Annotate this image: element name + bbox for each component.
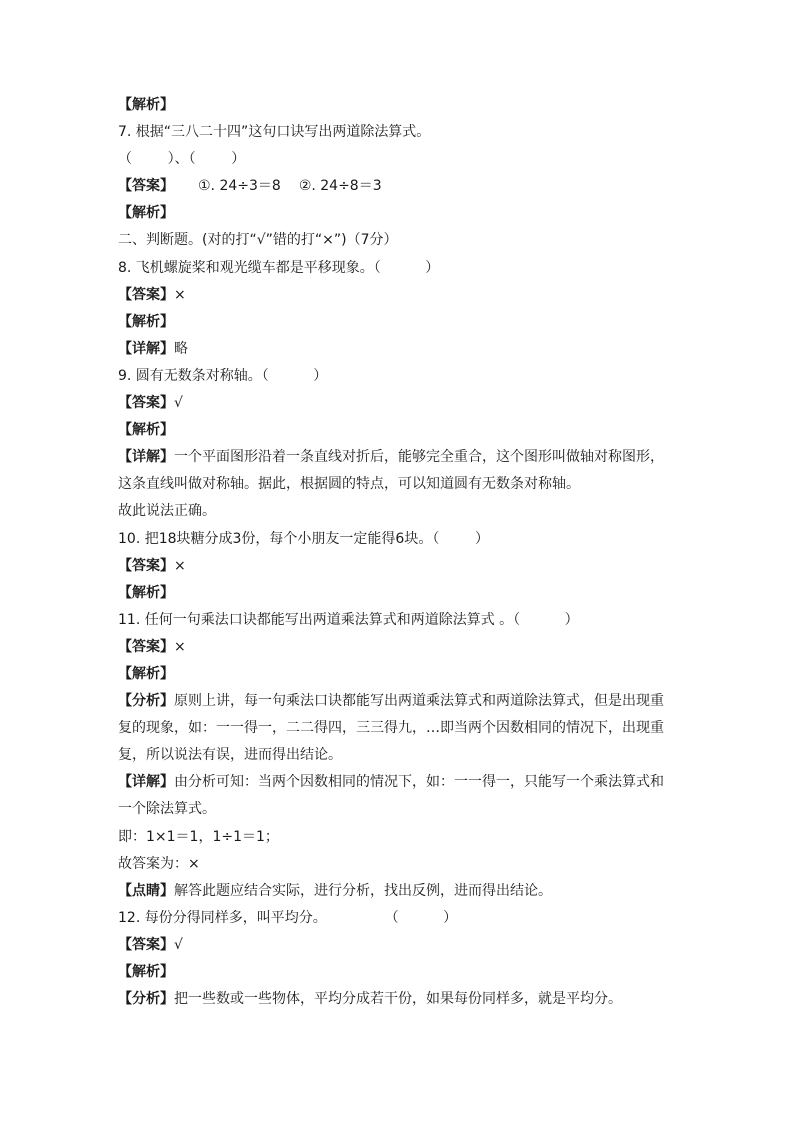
section-tag: 【解析】 bbox=[118, 964, 174, 980]
section-tag: 【详解】 bbox=[118, 340, 174, 357]
text-line bbox=[118, 715, 678, 742]
line-text: 一个除法算式。 bbox=[118, 801, 216, 818]
text-line bbox=[118, 607, 678, 634]
line-text: 11. 任何一句乘法口诀都能写出两道乘法算式和两道除法算式 。（ ） bbox=[118, 611, 579, 628]
line-text: × bbox=[174, 286, 186, 303]
answer-item: ①. 24÷3＝8 bbox=[198, 178, 281, 195]
line-text: 故答案为：× bbox=[118, 855, 200, 872]
section-tag: 【点睛】 bbox=[118, 882, 174, 899]
text-line bbox=[118, 255, 678, 282]
line-text: 把一些数或一些物体，平均分成若干份，如果每份同样多，就是平均分。 bbox=[174, 991, 622, 1008]
text-line bbox=[118, 661, 678, 688]
text-line bbox=[118, 986, 678, 1013]
text-line bbox=[118, 282, 678, 309]
section-tag: 【答案】 bbox=[118, 395, 174, 412]
line-text: 故此说法正确。 bbox=[118, 503, 216, 520]
text-line bbox=[118, 769, 678, 796]
text-line bbox=[118, 553, 678, 580]
text-line bbox=[118, 688, 678, 715]
text-line bbox=[118, 227, 678, 254]
line-text: 7. 根据“三八二十四”这句口诀写出两道除法算式。 bbox=[118, 124, 431, 141]
text-line bbox=[118, 634, 678, 661]
text-line bbox=[118, 200, 678, 227]
section-tag: 【答案】 bbox=[118, 178, 174, 195]
text-line bbox=[118, 932, 678, 959]
line-text: 由分析可知：当两个因数相同的情况下，如：一一得一，只能写一个乘法算式和 bbox=[174, 774, 664, 791]
line-text: × bbox=[174, 638, 186, 655]
line-text: 二、判断题。(对的打“√”错的打“×”)（7分） bbox=[118, 232, 398, 249]
section-tag: 【答案】 bbox=[118, 936, 174, 953]
section-tag: 【详解】 bbox=[118, 449, 174, 466]
line-text: × bbox=[174, 557, 186, 574]
text-line bbox=[118, 119, 678, 146]
section-tag: 【答案】 bbox=[118, 557, 174, 574]
text-line bbox=[118, 905, 678, 932]
text-line bbox=[118, 173, 678, 200]
text-line bbox=[118, 363, 678, 390]
text-line bbox=[118, 336, 678, 363]
text-line bbox=[118, 471, 678, 498]
text-line bbox=[118, 742, 678, 769]
text-line bbox=[118, 796, 678, 823]
text-line bbox=[118, 526, 678, 553]
section-tag: 【解析】 bbox=[118, 313, 174, 330]
line-text: 一个平面图形沿着一条直线对折后，能够完全重合，这个图形叫做轴对称图形， bbox=[174, 449, 664, 466]
line-text: 即：1×1＝1，1÷1＝1； bbox=[118, 828, 279, 845]
answer-item: ②. 24÷8＝3 bbox=[298, 178, 382, 195]
section-tag: 【解析】 bbox=[118, 97, 174, 113]
text-line bbox=[118, 146, 678, 173]
line-text: 9. 圆有无数条对称轴。（ ） bbox=[118, 367, 328, 384]
line-text: 解答此题应结合实际，进行分析，找出反例，进而得出结论。 bbox=[174, 882, 552, 899]
text-line bbox=[118, 444, 678, 471]
section-tag: 【解析】 bbox=[118, 422, 174, 439]
line-text: （ ）、（ ） bbox=[118, 151, 246, 168]
section-tag: 【详解】 bbox=[118, 774, 174, 791]
text-line bbox=[118, 498, 678, 525]
line-text: 原则上讲，每一句乘法口诀都能写出两道乘法算式和两道除法算式，但是出现重 bbox=[174, 693, 664, 710]
section-tag: 【分析】 bbox=[118, 991, 174, 1008]
text-line bbox=[118, 878, 678, 905]
section-tag: 【分析】 bbox=[118, 693, 174, 710]
line-text: 复的现象，如：一一得一，二二得四，三三得九，…即当两个因数相同的情况下，出现重 bbox=[118, 720, 664, 737]
text-line bbox=[118, 959, 678, 986]
text-line bbox=[118, 851, 678, 878]
section-tag: 【解析】 bbox=[118, 205, 174, 222]
line-text: 10. 把18块糖分成3份，每个小朋友一定能得6块。（ ） bbox=[118, 530, 489, 547]
line-text: √ bbox=[174, 395, 183, 412]
section-tag: 【答案】 bbox=[118, 286, 174, 303]
text-line bbox=[118, 390, 678, 417]
line-text: 12. 每份分得同样多，叫平均分。 （ ） bbox=[118, 909, 458, 926]
section-tag: 【解析】 bbox=[118, 665, 174, 682]
section-tag: 【答案】 bbox=[118, 638, 174, 655]
line-text: √ bbox=[174, 936, 183, 953]
line-text: 略 bbox=[174, 340, 188, 357]
text-line bbox=[118, 580, 678, 607]
document-page bbox=[118, 92, 678, 1013]
text-line bbox=[118, 92, 678, 119]
text-line bbox=[118, 824, 678, 851]
line-text: 这条直线叫做对称轴。据此，根据圆的特点，可以知道圆有无数条对称轴。 bbox=[118, 476, 580, 493]
text-line bbox=[118, 417, 678, 444]
text-line bbox=[118, 309, 678, 336]
section-tag: 【解析】 bbox=[118, 584, 174, 601]
line-text: 复，所以说法有误，进而得出结论。 bbox=[118, 747, 342, 764]
line-text: 8. 飞机螺旋桨和观光缆车都是平移现象。（ ） bbox=[118, 259, 440, 276]
